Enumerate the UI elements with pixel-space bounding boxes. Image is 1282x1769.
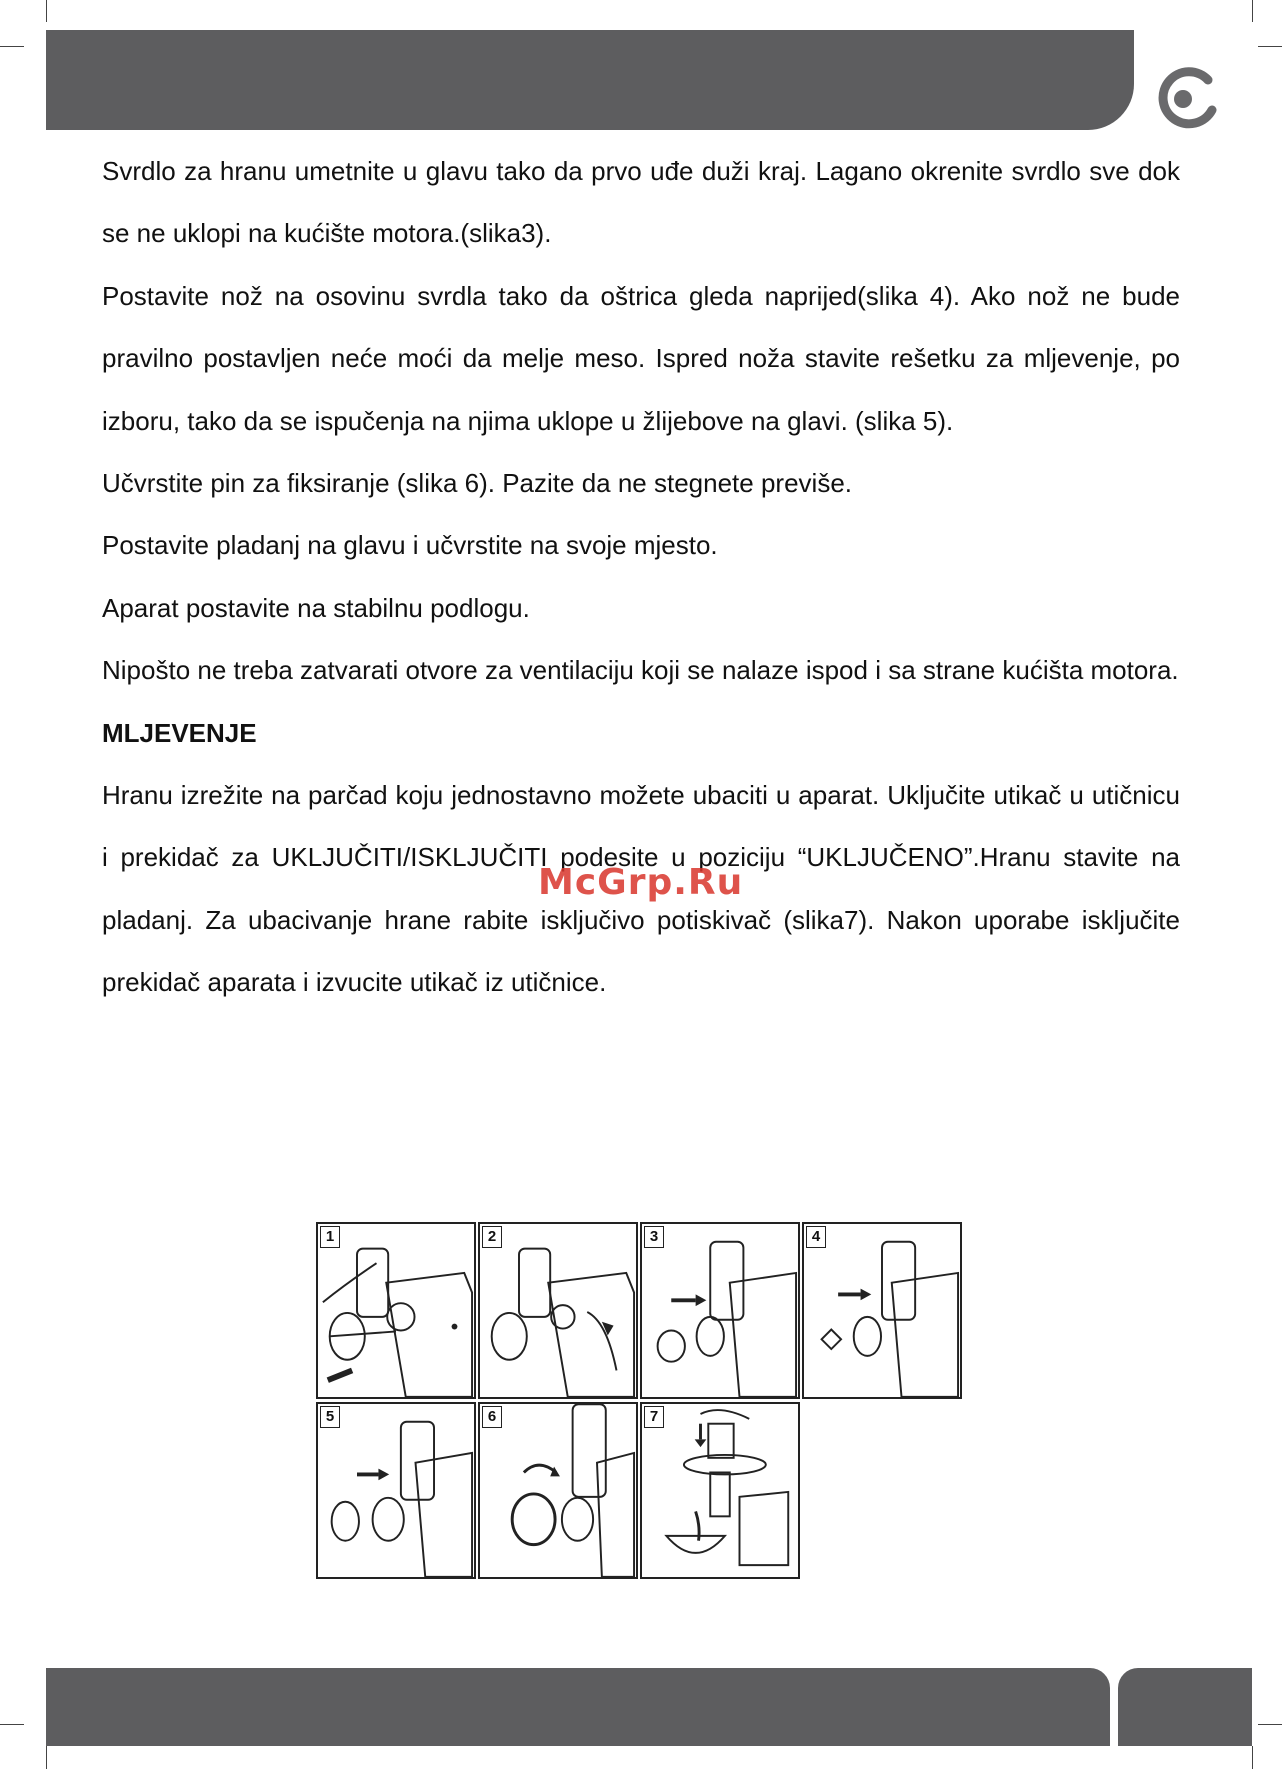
- paragraph: Svrdlo za hranu umetnite u glavu tako da prvo uđe duži kraj. Lagano okrenite svrdlo sve dok se ne uklopi na kućište motora.(slika3).: [102, 156, 1180, 249]
- paragraph: Hranu izrežite na parčad koju jednostavno možete ubaciti u aparat. Uključite utikač u utičnicu i prekidač za UKLJUČITI/ISKLJUČITI podesite u poziciju “UKLJUČENO”.Hranu stavite na pladanj. Za ubacivanje hrane rabite isključivo potiskivač (slika7). Nakon uporabe isključite prekidač aparata i izvucite utikač iz utičnice.: [102, 780, 1180, 998]
- meat-grinder-illustration: [804, 1224, 960, 1397]
- footer-bar: [46, 1668, 1110, 1746]
- assembly-figures: [316, 1222, 966, 1584]
- figure-number: 4: [806, 1226, 826, 1248]
- brand-circle-logo-icon: [1150, 66, 1220, 130]
- watermark: McGrp.Ru: [538, 862, 744, 903]
- figure-panel-7: [640, 1402, 800, 1579]
- crop-mark: [1258, 46, 1282, 47]
- figure-panel-1: [316, 1222, 476, 1399]
- crop-mark: [1258, 1724, 1282, 1725]
- crop-mark: [1252, 1746, 1253, 1769]
- section-heading: MLJEVENJE: [102, 717, 257, 748]
- figure-number: 1: [320, 1226, 340, 1248]
- crop-mark: [46, 0, 47, 22]
- crop-mark: [1252, 0, 1253, 22]
- figure-panel-5: [316, 1402, 476, 1579]
- meat-grinder-illustration: [642, 1404, 798, 1577]
- page-number-box: [1118, 1668, 1252, 1746]
- paragraph: Učvrstite pin za fiksiranje (slika 6). Pazite da ne stegnete previše.: [102, 468, 853, 499]
- crop-mark: [0, 1724, 24, 1725]
- crop-mark: [0, 46, 24, 47]
- figure-panel-4: [802, 1222, 962, 1399]
- paragraph: Nipošto ne treba zatvarati otvore za ventilaciju koji se nalaze ispod i sa strane kućišta motora.: [102, 655, 1179, 686]
- paragraph: Postavite pladanj na glavu i učvrstite na svoje mjesto.: [102, 530, 718, 561]
- figure-number: 7: [644, 1406, 664, 1428]
- figure-number: 5: [320, 1406, 340, 1428]
- figure-panel-6: [478, 1402, 638, 1579]
- paragraph: Aparat postavite na stabilnu podlogu.: [102, 592, 530, 623]
- crop-mark: [46, 1746, 47, 1769]
- paragraph: Postavite nož na osovinu svrdla tako da oštrica gleda naprijed(slika 4). Ako nož ne bude pravilno postavljen neće moći da melje meso. Ispred noža stavite rešetku za mljevenje, po izboru, tako da se ispučenja na njima uklope u žlijebove na glavi. (slika 5).: [102, 280, 1180, 436]
- figure-number: 3: [644, 1226, 664, 1248]
- header-bar: [46, 30, 1134, 130]
- figure-panel-2: [478, 1222, 638, 1399]
- figure-number: 2: [482, 1226, 502, 1248]
- meat-grinder-illustration: [318, 1224, 474, 1397]
- meat-grinder-illustration: [480, 1224, 636, 1397]
- meat-grinder-illustration: [480, 1404, 636, 1577]
- meat-grinder-illustration: [318, 1404, 474, 1577]
- figure-number: 6: [482, 1406, 502, 1428]
- figure-panel-3: [640, 1222, 800, 1399]
- meat-grinder-illustration: [642, 1224, 798, 1397]
